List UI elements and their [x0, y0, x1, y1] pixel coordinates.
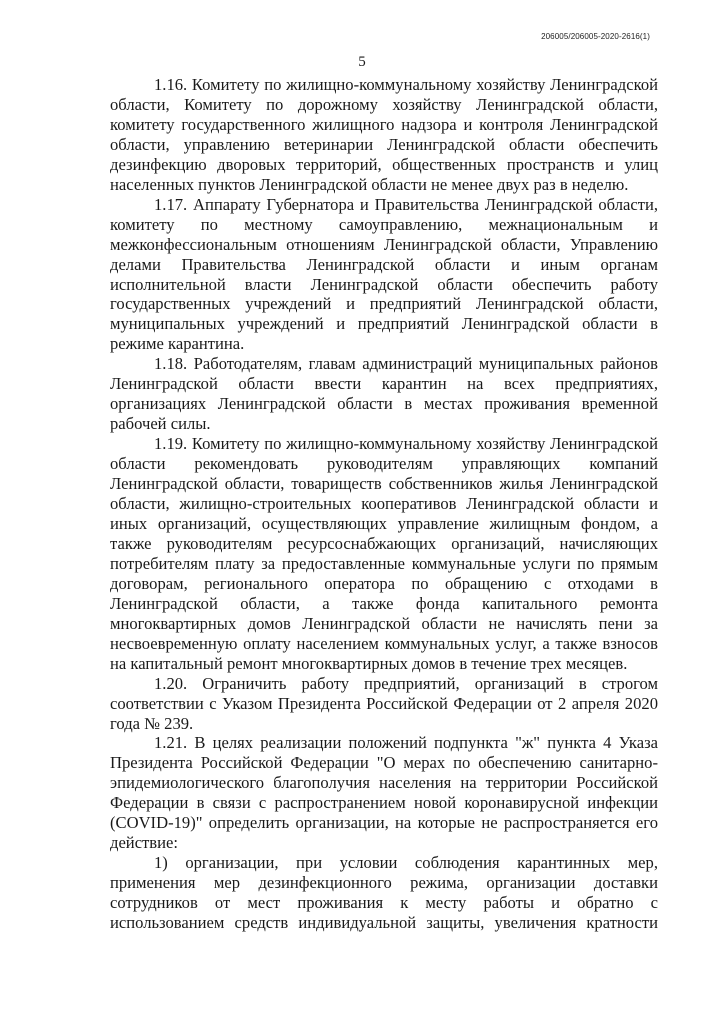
- paragraph-1-17: 1.17. Аппарату Губернатора и Правительства Ленинградской области, комитету по местному самоуправлению, межнациональным и межконфессиональным отношениям Ленинградской области, Управлению делами Правительства Ленинградской области и иным органам исполнительной власти Ленинградской области обеспечить работу государственных учреждений и предприятий Ленинградской области, муниципальных учреждений и предприятий Ленинградской области в режиме карантина.: [110, 194, 658, 354]
- page-number: 5: [358, 54, 366, 70]
- paragraph-1-21: 1.21. В целях реализации положений подпункта "ж" пункта 4 Указа Президента Российской Федерации "О мерах по обеспечению санитарно-эпидемиологического благополучия населения на территории Российской Федерации в связи с распространением новой коронавирусной инфекции (COVID-19)" определить организации, на которые не распространяется его действие:: [110, 733, 658, 853]
- paragraph-1-20: 1.20. Ограничить работу предприятий, организаций в строгом соответствии с Указом Президента Российской Федерации от 2 апреля 2020 года № 239.: [110, 673, 658, 733]
- paragraph-1-18: 1.18. Работодателям, главам администраций муниципальных районов Ленинградской области ввести карантин на всех предприятиях, организациях Ленинградской области в местах проживания временной рабочей силы.: [110, 354, 658, 434]
- paragraph-1-21-item-1: 1) организации, при условии соблюдения карантинных мер, применения мер дезинфекционного режима, организации доставки сотрудников от мест проживания к месту работы и обратно с использованием средств индивидуальной защиты, увеличения кратности: [110, 853, 658, 933]
- paragraph-1-19: 1.19. Комитету по жилищно-коммунальному хозяйству Ленинградской области рекомендовать руководителям управляющих компаний Ленинградской области, товариществ собственников жилья Ленинградской области, жилищно-строительных кооперативов Ленинградской области и иных организаций, осуществляющих управление жилищным фондом, а также руководителям ресурсоснабжающих организаций, начисляющих потребителям плату за предоставленные коммунальные услуги по прямым договорам, регионального оператора по обращению с отходами в Ленинградской области, а также фонда капитального ремонта многоквартирных домов Ленинградской области не начислять пени за несвоевременную оплату населением коммунальных услуг, а также взносов на капитальный ремонт многоквартирных домов в течение трех месяцев.: [110, 434, 658, 673]
- document-id: 206005/206005-2020-2616(1): [541, 32, 650, 41]
- paragraph-1-16: 1.16. Комитету по жилищно-коммунальному хозяйству Ленинградской области, Комитету по дорожному хозяйству Ленинградской области, комитету государственного жилищного надзора и контроля Ленинградской области, управлению ветеринарии Ленинградской области обеспечить дезинфекцию дворовых территорий, общественных пространств и улиц населенных пунктов Ленинградской области не менее двух раз в неделю.: [110, 75, 658, 194]
- document-body: [110, 75, 658, 933]
